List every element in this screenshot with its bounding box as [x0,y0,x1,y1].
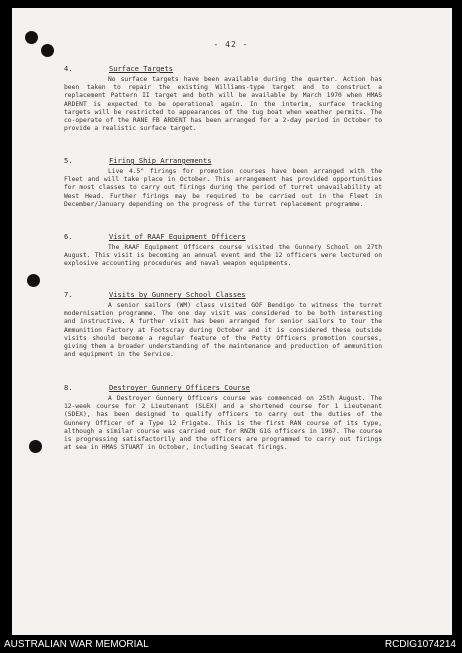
section-destroyer-gunnery-course [64,383,382,452]
section-title: Visits by Gunnery School Classes [109,290,246,299]
section-number: 4. [64,64,73,73]
section-number: 8. [64,383,73,392]
page-number: - 42 - [213,40,249,49]
punch-hole-middle [27,274,40,287]
section-firing-ship-arrangements [64,156,382,209]
section-number: 5. [64,156,73,165]
section-gunnery-school-visits [64,290,382,359]
section-number: 6. [64,232,73,241]
section-title: Destroyer Gunnery Officers Course [109,383,250,392]
punch-hole-bottom [29,440,42,453]
archive-footer [0,636,462,653]
section-body: A senior sailors (WM) class visited GOF Bendigo to witness the turret modernisation programme. The one day visit was considered to be both interesting and instructive. A further visit has been arranged for senior sailors to tour the Ammunition Factory at Footscray during October and it is considered these outside visits should become a regular feature of the Petty Officers promotion courses, giving them a broader understanding of the maintenance and production of ammunition and equipment in the Service. [64,302,382,359]
section-surface-targets [64,64,382,133]
footer-record-id: RCDIG1074214 [384,639,456,650]
section-number: 7. [64,290,73,299]
section-title: Surface Targets [109,64,174,73]
section-raaf-visit [64,232,382,269]
section-body: The RAAF Equipment Officers course visited the Gunnery School on 27th August. This visit is becoming an annual event and the 12 officers were lectured on explosive accounting procedures and naval weapon equipments. [64,244,382,268]
section-title: Firing Ship Arrangements [109,156,212,165]
section-title: Visit of RAAF Equipment Officers [109,232,246,241]
section-body: No surface targets have been available during the quarter. Action has been taken to repair the existing Williams-type target and to construct a replacement Pattern II target and both will be available by March 1970 when HMAS ARDENT is expected to be operational again. In the interim, surface tracking targets will be restricted to appearances of the tug boat when weather permits. The co-operate of the RANE FB ARDENT has been arranged for a 2-day period in October to provide a realistic surface target. [64,76,382,133]
footer-institution: AUSTRALIAN WAR MEMORIAL [4,639,149,650]
section-body: Live 4.5" firings for promotion courses have been arranged with the Fleet and will take place in October. This arrangement has provided opportunities for most classes to carry out firings during the period of turret unavailability at West Head. Further firings may be required to be carried out in the Fleet in December/January depending on the progress of the turret replacement programme. [64,168,382,208]
section-body: A Destroyer Gunnery Officers course was commenced on 25th August. The 12-week course for 2 Lieutenant (SLEX) and a shortened course for 1 Lieutenant (SDEX), has been designed to qualify officers to carry out the duties of the Gunnery Officer of a Type 12 Frigate. This is the first RAN course of its type, although a similar course was carried out for RNZN G1G officers in 1967. The course is progressing satisfactorily and the officers are programmed to carry out firings at sea in HMAS STUART in October, including Seacat firings. [64,395,382,452]
